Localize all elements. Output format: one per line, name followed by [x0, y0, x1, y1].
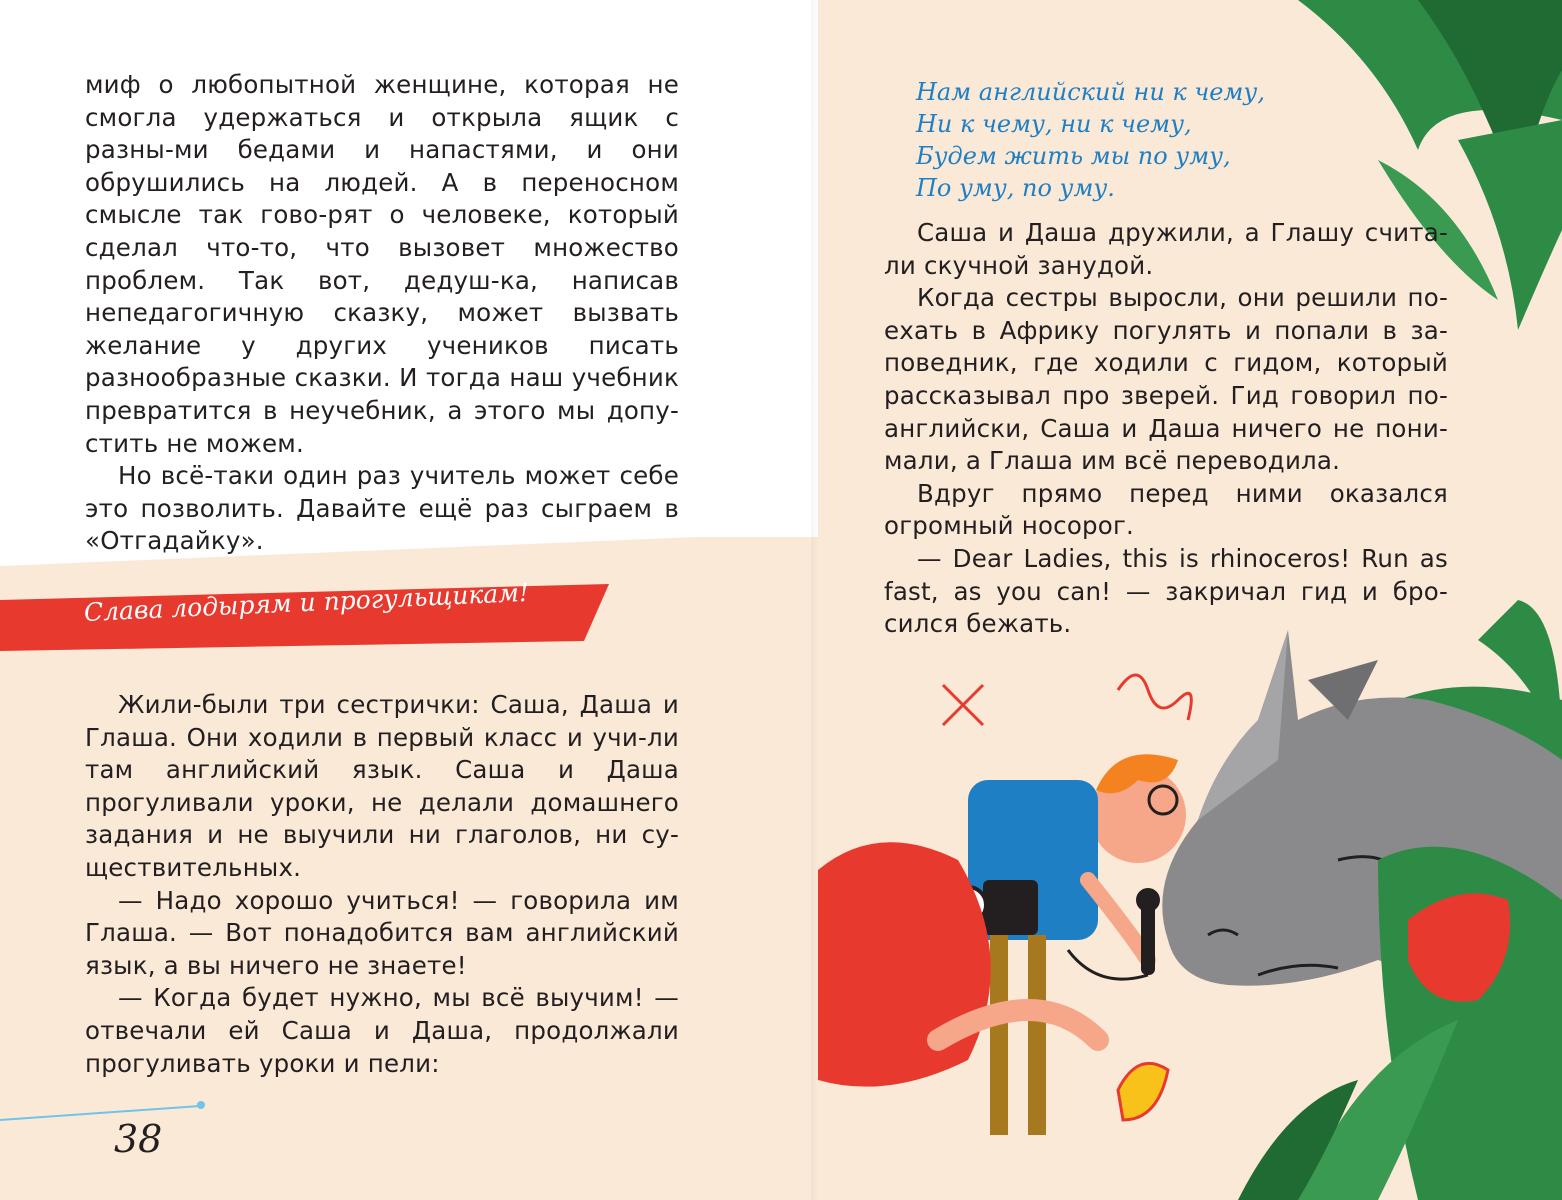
- paragraph: — Надо хорошо учиться! — говорила им Глаша. — Вот понадобится вам английский язык, а вы ничего не знаете!: [85, 885, 679, 980]
- paragraph: Когда сестры выросли, они решили по-ехать в Африку погулять и попали в за-поведник, где ходили с гидом, который рассказывал про зверей. Гид говорил по-английски, Саша и Даша ничего не пони-мали, а Глаша им всё переводила.: [884, 283, 1448, 476]
- guide-leg: [990, 935, 1008, 1135]
- paragraph: — Dear Ladies, this is rhinoceros! Run as fast, as you can! — закричал гид и бро-сился бежать.: [884, 543, 1448, 639]
- verse-line: Будем жить мы по уму,: [916, 142, 1231, 170]
- right-text-block: [884, 217, 1448, 641]
- top-text-block: [85, 69, 679, 558]
- verse-line: По уму, по уму.: [916, 174, 1115, 202]
- x-mark-icon: [943, 685, 983, 725]
- squiggle-icon: [1118, 675, 1191, 720]
- page-number: 38: [114, 1117, 163, 1161]
- microphone-head: [1136, 888, 1160, 912]
- song-verse: [916, 76, 1265, 204]
- paragraph: — Когда будет нужно, мы всё выучим! — отвечали ей Саша и Даша, продолжали прогуливать уроки и пели:: [85, 983, 679, 1078]
- page-gutter: [811, 0, 819, 1200]
- story-heading: Слава лодырям и прогульщикам!: [83, 577, 530, 627]
- paragraph: Вдруг прямо перед ними оказался огромный носорог.: [884, 478, 1448, 541]
- paragraph: миф о любопытной женщине, которая не смогла удержаться и открыла ящик с разны-ми бедами и напастями, и они обрушились на людей. А в переносном смысле так гово-рят о человеке, который сделал что-то, что вызовет множество проблем. Так вот, дедуш-ка, написав непедагогичную сказку, может вызвать желание у других учеников писать разнообразные сказки. И тогда наш учебник превратится в неучебник, а этого мы допу-стить не можем.: [85, 70, 679, 458]
- story-text-block: [85, 689, 679, 1080]
- paragraph: Жили-были три сестрички: Саша, Даша и Глаша. Они ходили в первый класс и учи-ли там английский язык. Саша и Даша прогуливали уроки, не делали домашнего задания и не выучили ни глаголов, ни су-ществительных.: [85, 690, 679, 882]
- decor-dot: [197, 1101, 205, 1109]
- paragraph: Но всё-таки один раз учитель может себе это позволить. Давайте ещё раз сыграем в «Отгадайку».: [85, 461, 679, 556]
- yellow-shoe: [1118, 1063, 1168, 1120]
- leaf: [1458, 120, 1562, 330]
- paragraph: Саша и Даша дружили, а Глашу счита-ли скучной занудой.: [884, 218, 1448, 280]
- guide-camera: [983, 880, 1038, 935]
- guide-leg: [1028, 935, 1046, 1135]
- verse-line: Нам английский ни к чему,: [916, 78, 1265, 106]
- verse-line: Ни к чему, ни к чему,: [916, 110, 1192, 138]
- red-dress: [818, 842, 991, 1086]
